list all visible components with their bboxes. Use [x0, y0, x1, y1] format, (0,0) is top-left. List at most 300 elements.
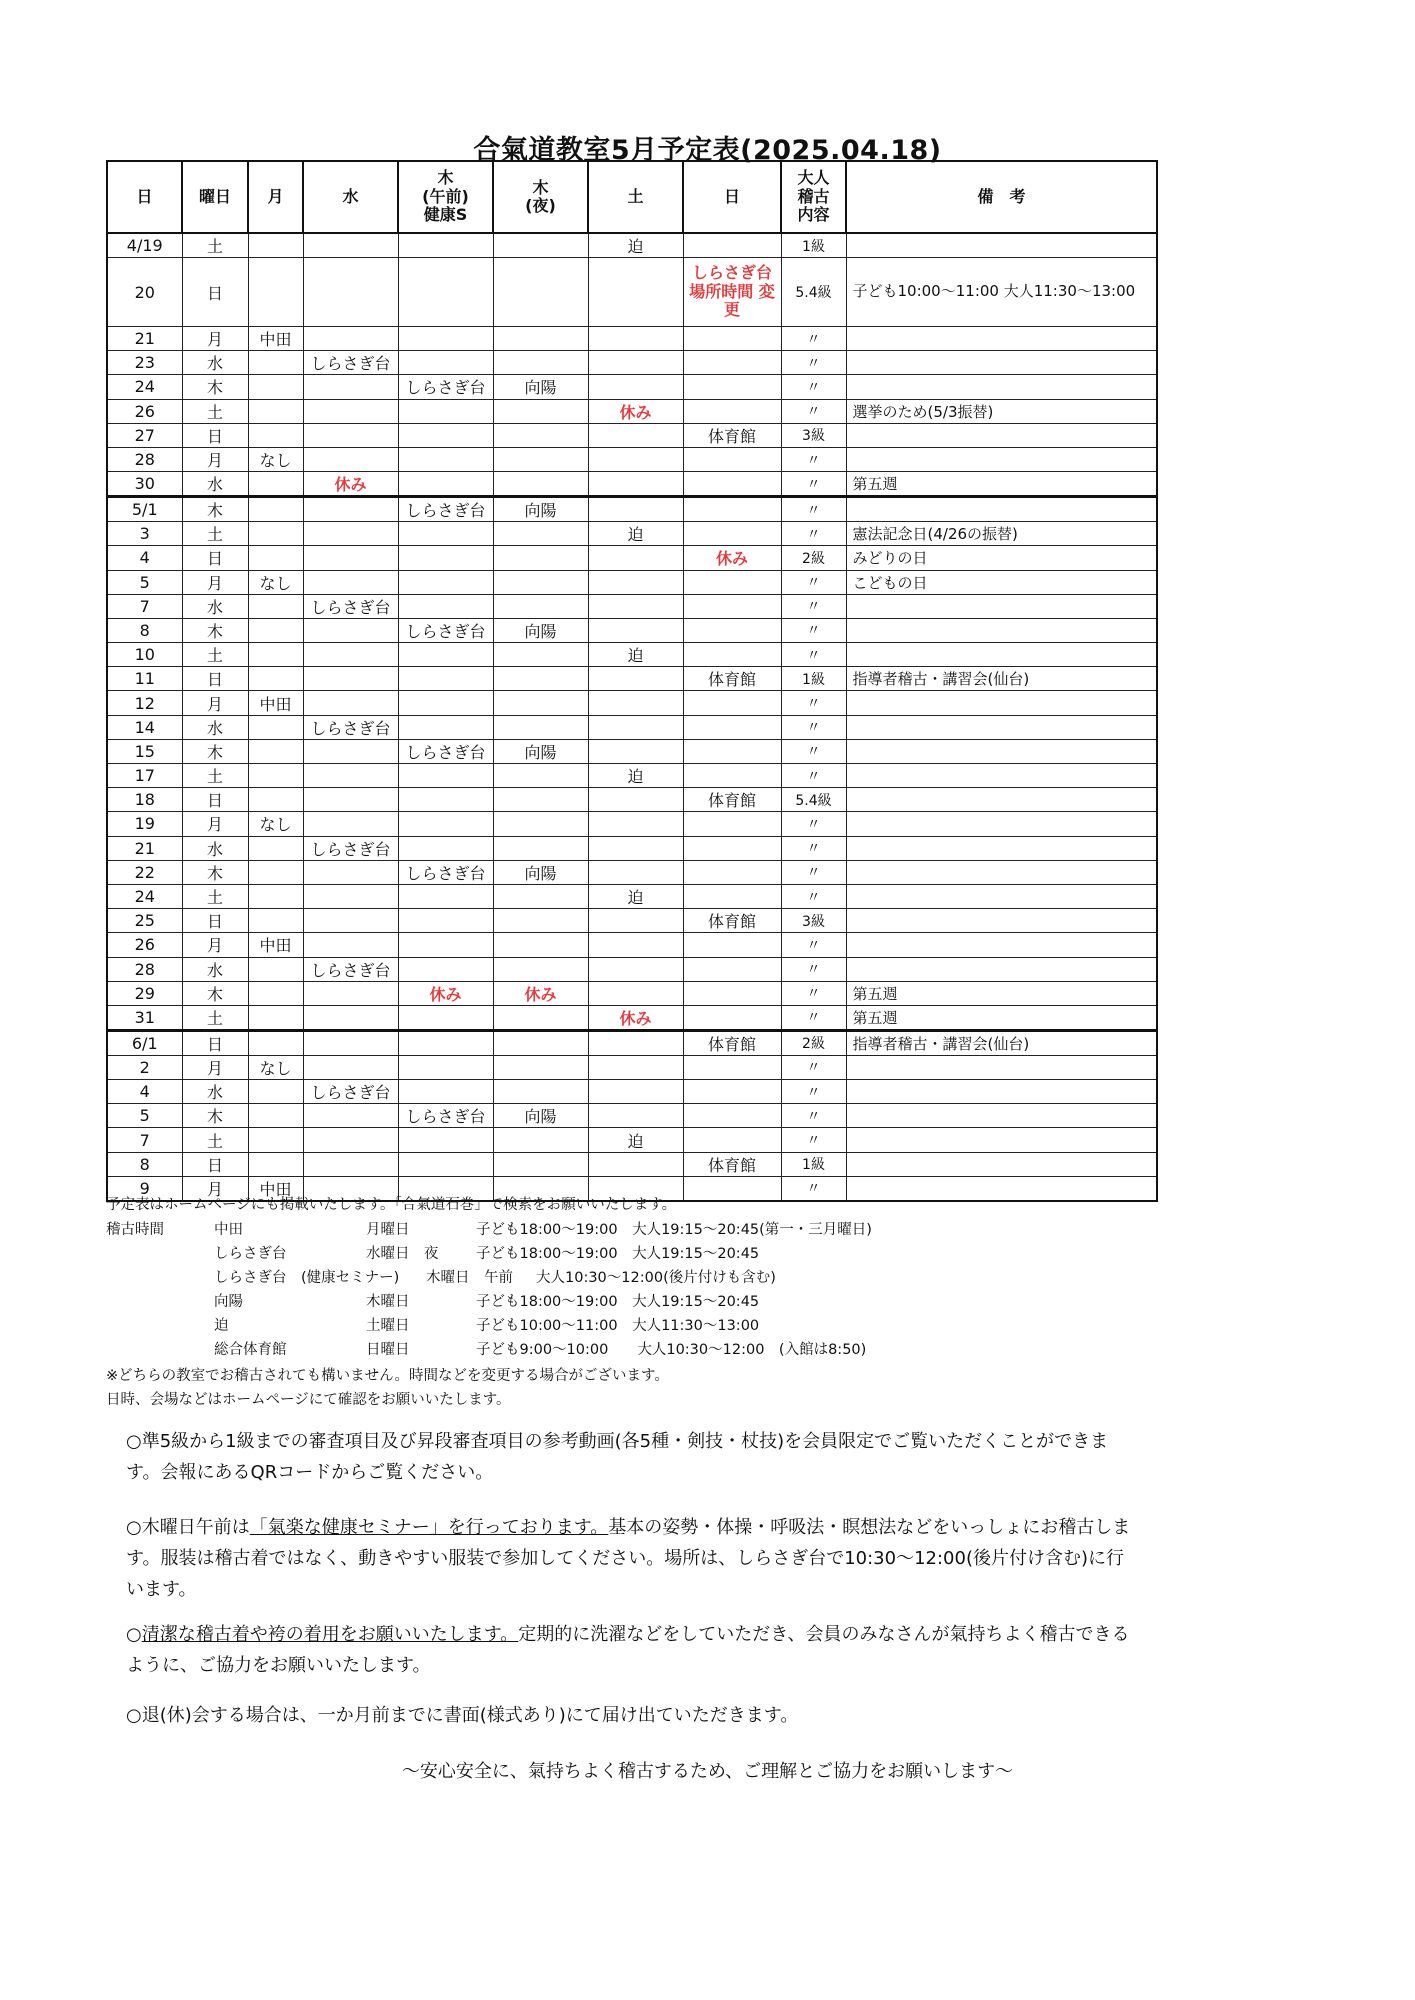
p3-body: 定期的に洗濯などをしていただき、会員のみなさんが氣持ちよく稽古できるように、ご協力をお願いいたします。 — [126, 1624, 1130, 1676]
table-cell — [248, 399, 303, 423]
table-cell: 21 — [107, 836, 182, 860]
table-cell: 27 — [107, 423, 182, 447]
table-cell — [493, 399, 588, 423]
table-cell — [588, 258, 683, 327]
table-cell: 月 — [182, 933, 248, 957]
table-cell: しらさぎ台 — [398, 618, 493, 642]
table-cell: 2級 — [781, 546, 846, 570]
table-row — [107, 423, 1157, 447]
table-cell — [398, 327, 493, 351]
table-cell: 木 — [182, 375, 248, 399]
table-cell: 月 — [182, 447, 248, 471]
table-cell — [303, 447, 398, 471]
table-cell: 1級 — [781, 1152, 846, 1176]
table-cell: 休み — [303, 472, 398, 497]
header-cell: 日 — [107, 161, 182, 233]
table-cell: しらさぎ台 — [303, 594, 398, 618]
table-cell — [493, 472, 588, 497]
table-cell: 10 — [107, 643, 182, 667]
table-cell — [683, 715, 781, 739]
table-cell — [398, 1055, 493, 1079]
table-cell: 体育館 — [683, 1152, 781, 1176]
table-cell: 9 — [107, 1176, 182, 1201]
table-cell — [398, 812, 493, 836]
table-cell: 〃 — [781, 643, 846, 667]
table-cell: 4/19 — [107, 233, 182, 258]
header-cell: 曜日 — [182, 161, 248, 233]
table-cell — [493, 1080, 588, 1104]
header-cell: 木 (夜) — [493, 161, 588, 233]
table-row — [107, 570, 1157, 594]
table-cell — [303, 399, 398, 423]
table-cell — [846, 812, 1157, 836]
table-cell — [588, 497, 683, 522]
table-cell — [303, 909, 398, 933]
table-cell — [303, 788, 398, 812]
table-cell: 向陽 — [493, 860, 588, 884]
table-row — [107, 788, 1157, 812]
table-cell — [398, 594, 493, 618]
table-cell: しらさぎ台 — [398, 375, 493, 399]
table-cell — [683, 981, 781, 1005]
note-any-class: ※どちらの教室でお稽古されても構いません。時間などを変更する場合がございます。 — [106, 1368, 669, 1384]
table-cell: 木 — [182, 981, 248, 1005]
table-cell — [398, 909, 493, 933]
table-row — [107, 933, 1157, 957]
table-cell: 7 — [107, 594, 182, 618]
table-cell — [493, 957, 588, 981]
table-cell — [398, 715, 493, 739]
table-row — [107, 643, 1157, 667]
table-cell — [398, 788, 493, 812]
header-cell: 備 考 — [846, 161, 1157, 233]
table-cell: 水 — [182, 715, 248, 739]
table-cell: 向陽 — [493, 618, 588, 642]
table-row — [107, 497, 1157, 522]
table-cell: 1級 — [781, 667, 846, 691]
table-cell — [588, 860, 683, 884]
table-cell: 水 — [182, 594, 248, 618]
table-cell: 子ども10:00～11:00 大人11:30～13:00 — [846, 258, 1157, 327]
table-cell: 向陽 — [493, 739, 588, 763]
table-cell — [248, 522, 303, 546]
table-cell — [248, 546, 303, 570]
table-cell: 中田 — [248, 1176, 303, 1201]
table-cell: 月 — [182, 812, 248, 836]
table-cell: 土 — [182, 399, 248, 423]
table-row — [107, 233, 1157, 258]
table-row — [107, 739, 1157, 763]
table-cell — [303, 691, 398, 715]
table-cell: 月 — [182, 1055, 248, 1079]
table-cell: 〃 — [781, 399, 846, 423]
table-cell: 〃 — [781, 836, 846, 860]
table-cell — [683, 1005, 781, 1030]
table-row — [107, 691, 1157, 715]
table-cell: 体育館 — [683, 788, 781, 812]
table-cell: しらさぎ台 — [398, 497, 493, 522]
table-cell — [588, 715, 683, 739]
table-cell — [303, 981, 398, 1005]
table-cell: 迫 — [588, 884, 683, 908]
table-cell — [248, 351, 303, 375]
table-row — [107, 258, 1157, 327]
table-cell: 3級 — [781, 423, 846, 447]
table-header-row — [107, 161, 1157, 233]
table-cell — [846, 836, 1157, 860]
table-row — [107, 399, 1157, 423]
table-cell — [248, 233, 303, 258]
table-cell: 〃 — [781, 375, 846, 399]
table-cell: 中田 — [248, 933, 303, 957]
table-cell: 8 — [107, 618, 182, 642]
table-cell — [398, 1080, 493, 1104]
table-cell — [588, 981, 683, 1005]
table-cell: 休み — [398, 981, 493, 1005]
paragraph-withdrawal: ○退(休)会する場合は、一か月前までに書面(様式あり)にて届け出ていただきます。 — [126, 1705, 799, 1726]
table-cell — [493, 691, 588, 715]
table-cell: 第五週 — [846, 472, 1157, 497]
table-cell — [493, 570, 588, 594]
table-cell — [398, 667, 493, 691]
table-cell: 日 — [182, 1152, 248, 1176]
table-cell — [846, 933, 1157, 957]
table-cell — [588, 1030, 683, 1055]
table-row — [107, 447, 1157, 471]
table-cell — [683, 933, 781, 957]
table-cell — [588, 1104, 683, 1128]
table-cell — [588, 667, 683, 691]
table-cell: 〃 — [781, 981, 846, 1005]
table-cell — [683, 1055, 781, 1079]
table-cell: 〃 — [781, 1176, 846, 1201]
header-cell: 木 (午前) 健康S — [398, 161, 493, 233]
table-cell: 日 — [182, 667, 248, 691]
p3-underlined: 清潔な稽古着や袴の着用をお願いいたします。 — [141, 1624, 519, 1645]
table-cell — [683, 1104, 781, 1128]
table-cell — [588, 618, 683, 642]
table-cell: しらさぎ台 — [398, 739, 493, 763]
table-cell: 第五週 — [846, 981, 1157, 1005]
table-cell — [303, 497, 398, 522]
table-cell: 日 — [182, 546, 248, 570]
table-cell: 6/1 — [107, 1030, 182, 1055]
table-cell: 月 — [182, 691, 248, 715]
table-cell — [683, 691, 781, 715]
table-cell: 中田 — [248, 691, 303, 715]
footer-notes — [106, 1193, 1206, 1217]
table-row — [107, 522, 1157, 546]
table-row — [107, 764, 1157, 788]
table-cell — [846, 764, 1157, 788]
table-row — [107, 1152, 1157, 1176]
table-cell: 21 — [107, 327, 182, 351]
keiko-time-hours: 大人10:30～12:00(後片付けも含む) — [536, 1270, 776, 1286]
keiko-time-day: 月曜日 — [366, 1222, 410, 1238]
table-cell — [248, 1005, 303, 1030]
table-cell — [846, 618, 1157, 642]
table-row — [107, 1080, 1157, 1104]
table-cell: 第五週 — [846, 1005, 1157, 1030]
keiko-time-day: 木曜日 午前 — [426, 1270, 513, 1286]
keiko-time-hours: 子ども10:00～11:00 大人11:30～13:00 — [476, 1318, 760, 1334]
table-cell — [398, 522, 493, 546]
table-row — [107, 618, 1157, 642]
table-cell: 〃 — [781, 1055, 846, 1079]
header-cell: 月 — [248, 161, 303, 233]
table-cell — [248, 957, 303, 981]
table-cell — [303, 546, 398, 570]
table-cell: 中田 — [248, 327, 303, 351]
table-cell — [588, 327, 683, 351]
table-cell — [303, 258, 398, 327]
table-cell — [398, 351, 493, 375]
closing-message: ～安心安全に、氣持ちよく稽古するため、ご理解とご協力をお願いします～ — [401, 1761, 1014, 1782]
table-cell — [683, 497, 781, 522]
table-cell: 土 — [182, 233, 248, 258]
table-cell: 選挙のため(5/3振替) — [846, 399, 1157, 423]
table-cell — [248, 497, 303, 522]
keiko-time-hours: 子ども18:00～19:00 大人19:15～20:45 — [476, 1246, 760, 1262]
table-cell: 休み — [683, 546, 781, 570]
table-cell — [303, 860, 398, 884]
table-cell — [846, 327, 1157, 351]
header-cell: 大人 稽古 内容 — [781, 161, 846, 233]
table-row — [107, 981, 1157, 1005]
table-row — [107, 472, 1157, 497]
table-cell — [846, 691, 1157, 715]
table-row — [107, 1005, 1157, 1030]
table-cell — [248, 375, 303, 399]
table-cell — [493, 909, 588, 933]
page-title: 合氣道教室5月予定表(2025.04.18) — [473, 135, 942, 166]
table-cell — [248, 258, 303, 327]
table-cell — [303, 1152, 398, 1176]
table-cell: 日 — [182, 909, 248, 933]
table-cell — [588, 909, 683, 933]
p2-body: 基本の姿勢・体操・呼吸法・瞑想法などをいっしょにお稽古します。服装は稽古着ではなく、動きやすい服装で参加してください。場所は、しらさぎ台で10:30～12:00(後片付け含む)に行います。 — [126, 1517, 1131, 1600]
table-cell: 〃 — [781, 618, 846, 642]
table-cell — [493, 327, 588, 351]
table-row — [107, 884, 1157, 908]
table-cell — [493, 812, 588, 836]
table-cell: 土 — [182, 522, 248, 546]
keiko-time-hours: 子ども9:00～10:00 大人10:30～12:00 (入館は8:50) — [476, 1342, 867, 1358]
table-cell: 向陽 — [493, 497, 588, 522]
keiko-time-place: 向陽 — [214, 1294, 243, 1310]
table-cell — [588, 691, 683, 715]
table-cell: 〃 — [781, 884, 846, 908]
table-cell: 8 — [107, 1152, 182, 1176]
table-cell: 水 — [182, 472, 248, 497]
table-cell — [588, 933, 683, 957]
table-cell — [683, 472, 781, 497]
table-cell — [683, 764, 781, 788]
table-cell — [493, 1055, 588, 1079]
table-cell: 5.4級 — [781, 258, 846, 327]
table-cell: 〃 — [781, 594, 846, 618]
table-cell — [493, 522, 588, 546]
table-cell: 休み — [493, 981, 588, 1005]
keiko-time-place: 中田 — [214, 1222, 243, 1238]
paragraph-videos: ○準5級から1級までの審査項目及び昇段審査項目の参考動画(各5種・剣技・杖技)を会員限定でご覧いただくことができます。会報にあるQRコードからご覧ください。 — [126, 1431, 1109, 1483]
table-cell: 木 — [182, 739, 248, 763]
table-cell: 迫 — [588, 764, 683, 788]
keiko-time-hours: 子ども18:00～19:00 大人19:15～20:45(第一・三月曜日) — [476, 1222, 872, 1238]
table-cell: 休み — [588, 399, 683, 423]
table-cell — [846, 739, 1157, 763]
table-cell: こどもの日 — [846, 570, 1157, 594]
table-cell: 〃 — [781, 447, 846, 471]
table-cell — [588, 1152, 683, 1176]
table-cell: 26 — [107, 933, 182, 957]
table-cell — [493, 643, 588, 667]
table-cell — [248, 909, 303, 933]
table-cell: 体育館 — [683, 1030, 781, 1055]
table-cell: 7 — [107, 1128, 182, 1152]
table-row — [107, 1030, 1157, 1055]
table-cell: 〃 — [781, 1128, 846, 1152]
table-cell: 2 — [107, 1055, 182, 1079]
table-cell — [846, 909, 1157, 933]
table-cell — [846, 1128, 1157, 1152]
table-cell — [846, 1104, 1157, 1128]
paragraph-clean-uniform — [126, 1619, 1136, 1681]
table-cell — [398, 957, 493, 981]
table-cell — [248, 981, 303, 1005]
table-cell — [303, 739, 398, 763]
table-cell — [683, 1128, 781, 1152]
table-cell — [846, 1152, 1157, 1176]
table-cell: しらさぎ台 — [398, 860, 493, 884]
table-cell — [683, 351, 781, 375]
table-cell: 日 — [182, 788, 248, 812]
schedule-table — [106, 160, 1158, 1202]
table-cell: 5.4級 — [781, 788, 846, 812]
table-cell — [303, 1055, 398, 1079]
table-cell — [303, 1104, 398, 1128]
table-cell: 〃 — [781, 351, 846, 375]
table-row — [107, 594, 1157, 618]
table-cell: 3 — [107, 522, 182, 546]
table-cell: 5/1 — [107, 497, 182, 522]
table-cell: 木 — [182, 497, 248, 522]
table-cell — [683, 375, 781, 399]
table-cell: 1級 — [781, 233, 846, 258]
table-cell: 24 — [107, 884, 182, 908]
table-cell — [303, 812, 398, 836]
table-cell — [248, 1152, 303, 1176]
table-cell: 20 — [107, 258, 182, 327]
table-cell — [846, 233, 1157, 258]
table-cell: 体育館 — [683, 667, 781, 691]
table-cell: 迫 — [588, 1128, 683, 1152]
table-cell — [398, 423, 493, 447]
keiko-time-place: しらさぎ台 — [214, 1246, 287, 1262]
table-cell — [303, 1005, 398, 1030]
table-cell — [493, 546, 588, 570]
table-cell: 〃 — [781, 812, 846, 836]
table-cell — [683, 1080, 781, 1104]
keiko-time-hours: 子ども18:00～19:00 大人19:15～20:45 — [476, 1294, 760, 1310]
table-cell — [303, 618, 398, 642]
table-cell: 体育館 — [683, 423, 781, 447]
table-cell: しらさぎ台 — [303, 836, 398, 860]
table-cell — [303, 884, 398, 908]
table-row — [107, 351, 1157, 375]
table-cell: 5 — [107, 1104, 182, 1128]
table-row — [107, 375, 1157, 399]
table-cell: 木 — [182, 1104, 248, 1128]
table-cell — [398, 1128, 493, 1152]
table-row — [107, 1055, 1157, 1079]
table-cell: なし — [248, 812, 303, 836]
table-cell — [846, 1055, 1157, 1079]
table-cell — [248, 423, 303, 447]
table-cell: しらさぎ台 — [303, 957, 398, 981]
table-cell — [248, 739, 303, 763]
table-row — [107, 860, 1157, 884]
table-cell: 水 — [182, 836, 248, 860]
table-cell: 18 — [107, 788, 182, 812]
table-cell: 向陽 — [493, 1104, 588, 1128]
table-cell — [588, 351, 683, 375]
table-cell: 〃 — [781, 1104, 846, 1128]
table-cell — [303, 667, 398, 691]
table-cell — [683, 399, 781, 423]
table-cell — [846, 957, 1157, 981]
table-cell — [303, 764, 398, 788]
table-cell — [683, 233, 781, 258]
table-cell — [846, 715, 1157, 739]
table-cell: 〃 — [781, 957, 846, 981]
table-cell — [493, 884, 588, 908]
table-cell: 〃 — [781, 570, 846, 594]
table-cell — [846, 643, 1157, 667]
keiko-time-day: 水曜日 夜 — [366, 1246, 439, 1262]
table-cell — [683, 860, 781, 884]
table-cell: 30 — [107, 472, 182, 497]
table-cell: 土 — [182, 764, 248, 788]
table-cell — [493, 594, 588, 618]
table-cell: 2級 — [781, 1030, 846, 1055]
header-cell: 土 — [588, 161, 683, 233]
table-cell — [248, 1030, 303, 1055]
table-cell — [398, 836, 493, 860]
table-cell: 水 — [182, 1080, 248, 1104]
table-cell — [588, 594, 683, 618]
table-cell — [248, 1104, 303, 1128]
header-cell: 水 — [303, 161, 398, 233]
table-cell — [683, 618, 781, 642]
table-cell — [493, 1128, 588, 1152]
keiko-time-place: 迫 — [214, 1318, 229, 1334]
table-cell — [846, 351, 1157, 375]
table-cell — [398, 884, 493, 908]
table-cell — [493, 788, 588, 812]
table-cell: 土 — [182, 884, 248, 908]
table-cell: 月 — [182, 570, 248, 594]
table-cell — [846, 884, 1157, 908]
table-cell: 14 — [107, 715, 182, 739]
table-cell: 休み — [588, 1005, 683, 1030]
table-cell: 〃 — [781, 472, 846, 497]
keiko-time-day: 日曜日 — [366, 1342, 410, 1358]
table-cell — [398, 399, 493, 423]
p3-lead: ○ — [126, 1624, 142, 1645]
table-cell — [248, 472, 303, 497]
table-cell — [588, 739, 683, 763]
